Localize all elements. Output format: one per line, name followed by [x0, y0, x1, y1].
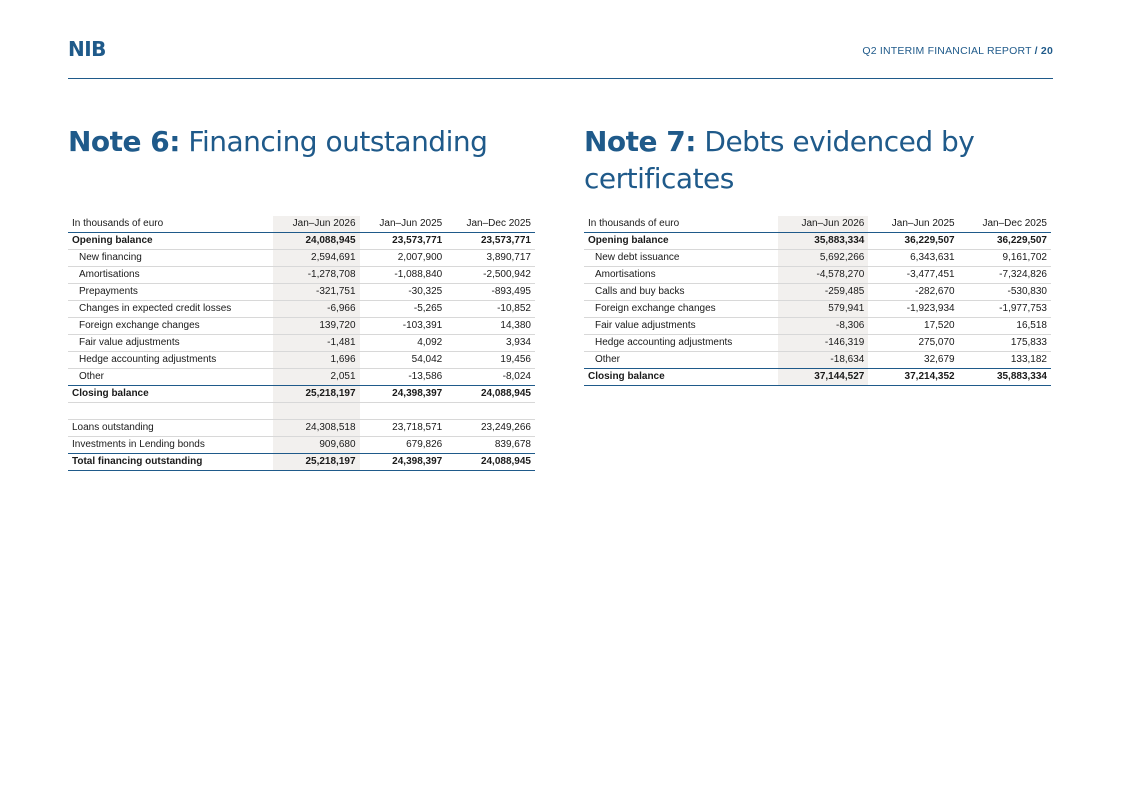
- cell-value: -6,966: [273, 301, 360, 318]
- cell-value: 24,088,945: [273, 233, 360, 250]
- table-row: [584, 369, 1051, 386]
- table-row: [68, 386, 535, 403]
- cell-value: 139,720: [273, 318, 360, 335]
- cell-value: 909,680: [273, 437, 360, 454]
- cell-value: -1,977,753: [959, 301, 1051, 318]
- cell-value: 9,161,702: [959, 250, 1051, 267]
- table-row: [68, 250, 535, 267]
- table-row: [68, 420, 535, 437]
- column-header: In thousands of euro: [584, 216, 778, 233]
- cell-value: -10,852: [446, 301, 535, 318]
- row-label: New debt issuance: [584, 250, 778, 267]
- cell-value: -1,278,708: [273, 267, 360, 284]
- cell-value: 37,214,352: [868, 369, 958, 386]
- cell-value: 5,692,266: [778, 250, 868, 267]
- column-header: Jan–Jun 2025: [868, 216, 958, 233]
- row-label: Prepayments: [68, 284, 273, 301]
- cell-value: 175,833: [959, 335, 1051, 352]
- cell-value: 679,826: [360, 437, 447, 454]
- column-header: Jan–Jun 2026: [273, 216, 360, 233]
- cell-value: 3,890,717: [446, 250, 535, 267]
- cell-value: 36,229,507: [959, 233, 1051, 250]
- cell-value: -8,306: [778, 318, 868, 335]
- row-label: Investments in Lending bonds: [68, 437, 273, 454]
- cell-value: 579,941: [778, 301, 868, 318]
- row-label: Total financing outstanding: [68, 454, 273, 471]
- row-label: Closing balance: [68, 386, 273, 403]
- table-row: [68, 437, 535, 454]
- cell-value: 32,679: [868, 352, 958, 369]
- row-label: Changes in expected credit losses: [68, 301, 273, 318]
- note7-table: [584, 216, 1051, 386]
- table-spacer-row: [68, 403, 535, 420]
- note6-title: [68, 123, 538, 160]
- table-row: [68, 267, 535, 284]
- column-header: In thousands of euro: [68, 216, 273, 233]
- row-label: Amortisations: [68, 267, 273, 284]
- note7-title: [584, 123, 1004, 197]
- row-label: Opening balance: [584, 233, 778, 250]
- report-label: Q2 INTERIM FINANCIAL REPORT: [862, 45, 1032, 57]
- cell-value: -282,670: [868, 284, 958, 301]
- table-row: [68, 318, 535, 335]
- cell-value: 23,249,266: [446, 420, 535, 437]
- cell-value: 4,092: [360, 335, 447, 352]
- cell-value: 35,883,334: [778, 233, 868, 250]
- cell-value: -7,324,826: [959, 267, 1051, 284]
- cell-value: 14,380: [446, 318, 535, 335]
- row-label: Other: [584, 352, 778, 369]
- table-row: [68, 301, 535, 318]
- cell-value: 2,007,900: [360, 250, 447, 267]
- cell-value: 25,218,197: [273, 454, 360, 471]
- cell-value: 839,678: [446, 437, 535, 454]
- row-label: Hedge accounting adjustments: [584, 335, 778, 352]
- column-header: Jan–Dec 2025: [959, 216, 1051, 233]
- table-row: [584, 250, 1051, 267]
- row-label: Closing balance: [584, 369, 778, 386]
- cell-value: 24,398,397: [360, 454, 447, 471]
- note7-title-number: Note 7:: [584, 125, 696, 158]
- cell-value: 54,042: [360, 352, 447, 369]
- cell-value: -530,830: [959, 284, 1051, 301]
- note6-title-text: Financing outstanding: [188, 125, 488, 158]
- cell-value: -146,319: [778, 335, 868, 352]
- row-label: Loans outstanding: [68, 420, 273, 437]
- cell-value: -1,481: [273, 335, 360, 352]
- cell-value: -4,578,270: [778, 267, 868, 284]
- column-header: Jan–Jun 2026: [778, 216, 868, 233]
- table-header-row: [68, 216, 535, 233]
- table-row: [68, 454, 535, 471]
- cell-value: -893,495: [446, 284, 535, 301]
- cell-value: 24,308,518: [273, 420, 360, 437]
- cell-value: 23,718,571: [360, 420, 447, 437]
- cell-value: 3,934: [446, 335, 535, 352]
- cell-value: 133,182: [959, 352, 1051, 369]
- cell-value: -13,586: [360, 369, 447, 386]
- cell-value: 37,144,527: [778, 369, 868, 386]
- table-row: [584, 352, 1051, 369]
- cell-value: 2,051: [273, 369, 360, 386]
- table-row: [584, 335, 1051, 352]
- cell-value: 2,594,691: [273, 250, 360, 267]
- table-row: [68, 233, 535, 250]
- note7-title-text: Debts evidenced by certificates: [584, 125, 975, 195]
- cell-value: -18,634: [778, 352, 868, 369]
- page-header: [862, 45, 1053, 57]
- header-separator: /: [1034, 45, 1038, 57]
- row-label: Opening balance: [68, 233, 273, 250]
- cell-value: 23,573,771: [360, 233, 447, 250]
- row-label: Calls and buy backs: [584, 284, 778, 301]
- cell-value: -103,391: [360, 318, 447, 335]
- nib-logo: NIB: [68, 37, 106, 61]
- cell-value: -1,088,840: [360, 267, 447, 284]
- table-row: [68, 369, 535, 386]
- table-row: [584, 301, 1051, 318]
- table-row: [68, 352, 535, 369]
- column-header: Jan–Jun 2025: [360, 216, 447, 233]
- row-label: Foreign exchange changes: [584, 301, 778, 318]
- header-divider: [68, 78, 1053, 79]
- table-row: [584, 318, 1051, 335]
- cell-value: -321,751: [273, 284, 360, 301]
- table-header-row: [584, 216, 1051, 233]
- cell-value: -8,024: [446, 369, 535, 386]
- cell-value: 25,218,197: [273, 386, 360, 403]
- table-row: [68, 284, 535, 301]
- note6-title-number: Note 6:: [68, 125, 180, 158]
- cell-value: -259,485: [778, 284, 868, 301]
- row-label: Fair value adjustments: [68, 335, 273, 352]
- cell-value: 23,573,771: [446, 233, 535, 250]
- table-row: [68, 335, 535, 352]
- column-header: Jan–Dec 2025: [446, 216, 535, 233]
- row-label: Fair value adjustments: [584, 318, 778, 335]
- cell-value: 6,343,631: [868, 250, 958, 267]
- row-label: New financing: [68, 250, 273, 267]
- cell-value: -2,500,942: [446, 267, 535, 284]
- page-number: 20: [1040, 45, 1053, 57]
- cell-value: 275,070: [868, 335, 958, 352]
- row-label: Amortisations: [584, 267, 778, 284]
- cell-value: 16,518: [959, 318, 1051, 335]
- cell-value: 24,088,945: [446, 386, 535, 403]
- cell-value: 35,883,334: [959, 369, 1051, 386]
- cell-value: -30,325: [360, 284, 447, 301]
- cell-value: 36,229,507: [868, 233, 958, 250]
- table-row: [584, 233, 1051, 250]
- cell-value: 24,398,397: [360, 386, 447, 403]
- row-label: Hedge accounting adjustments: [68, 352, 273, 369]
- note6-table: [68, 216, 535, 471]
- cell-value: -5,265: [360, 301, 447, 318]
- cell-value: 19,456: [446, 352, 535, 369]
- row-label: Other: [68, 369, 273, 386]
- cell-value: -3,477,451: [868, 267, 958, 284]
- table-row: [584, 267, 1051, 284]
- table-row: [584, 284, 1051, 301]
- row-label: Foreign exchange changes: [68, 318, 273, 335]
- cell-value: 17,520: [868, 318, 958, 335]
- cell-value: -1,923,934: [868, 301, 958, 318]
- cell-value: 1,696: [273, 352, 360, 369]
- cell-value: 24,088,945: [446, 454, 535, 471]
